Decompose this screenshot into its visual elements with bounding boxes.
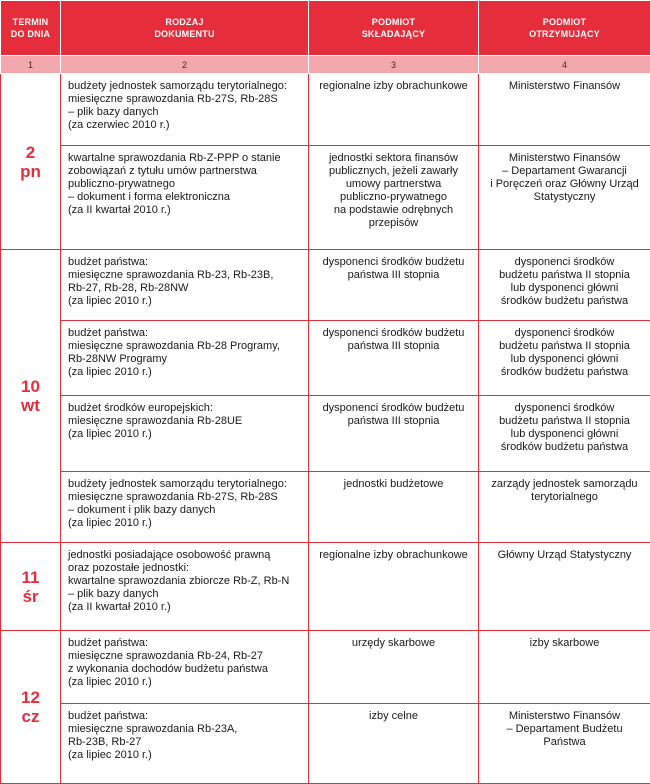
recipient-cell: zarządy jednostek samorządu terytorialnego xyxy=(479,472,650,543)
submitter-cell: izby celne xyxy=(309,704,479,784)
document-cell: budżet środków europejskich: miesięczne sprawozdania Rb-28UE (za lipiec 2010 r.) xyxy=(61,396,309,472)
submitter-cell: urzędy skarbowe xyxy=(309,631,479,704)
term-date: 11 śr xyxy=(1,543,61,631)
header-submitter: PODMIOT SKŁADAJĄCY xyxy=(309,1,479,56)
recipient-cell: dysponenci środków budżetu państwa II stopnia lub dysponenci główni środków budżetu państwa xyxy=(479,250,650,321)
document-cell: budżety jednostek samorządu terytorialnego: miesięczne sprawozdania Rb-27S, Rb-28S – plik bazy danych (za czerwiec 2010 r.) xyxy=(61,74,309,146)
document-cell: budżet państwa: miesięczne sprawozdania Rb-28 Programy, Rb-28NW Programy (za lipiec 2010 r.) xyxy=(61,321,309,396)
document-cell: budżety jednostek samorządu terytorialnego: miesięczne sprawozdania Rb-27S, Rb-28S – dokument i plik bazy danych (za lipiec 2010 r.) xyxy=(61,472,309,543)
column-number: 3 xyxy=(309,56,479,74)
submitter-cell: dysponenci środków budżetu państwa III stopnia xyxy=(309,250,479,321)
recipient-cell: Ministerstwo Finansów – Departament Budżetu Państwa xyxy=(479,704,650,784)
table-row xyxy=(1,74,650,146)
table-row xyxy=(1,472,650,543)
submitter-cell: regionalne izby obrachunkowe xyxy=(309,543,479,631)
table-row xyxy=(1,321,650,396)
document-cell: jednostki posiadające osobowość prawną oraz pozostałe jednostki: kwartalne sprawozdania zbiorcze Rb-Z, Rb-N – plik bazy danych (za II kwartał 2010 r.) xyxy=(61,543,309,631)
header-term: TERMIN DO DNIA xyxy=(1,1,61,56)
table-row xyxy=(1,543,650,631)
recipient-cell: Główny Urząd Statystyczny xyxy=(479,543,650,631)
recipient-cell: Ministerstwo Finansów – Departament Gwarancji i Poręczeń oraz Główny Urząd Statystyczny xyxy=(479,146,650,250)
submitter-cell: dysponenci środków budżetu państwa III stopnia xyxy=(309,321,479,396)
recipient-cell: dysponenci środków budżetu państwa II stopnia lub dysponenci główni środków budżetu państwa xyxy=(479,396,650,472)
document-cell: budżet państwa: miesięczne sprawozdania Rb-23, Rb-23B, Rb-27, Rb-28, Rb-28NW (za lipiec 2010 r.) xyxy=(61,250,309,321)
recipient-cell: dysponenci środków budżetu państwa II stopnia lub dysponenci główni środków budżetu państwa xyxy=(479,321,650,396)
term-date: 2 pn xyxy=(1,74,61,250)
table-row xyxy=(1,396,650,472)
submitter-cell: regionalne izby obrachunkowe xyxy=(309,74,479,146)
column-number: 4 xyxy=(479,56,650,74)
recipient-cell: izby skarbowe xyxy=(479,631,650,704)
document-cell: kwartalne sprawozdania Rb-Z-PPP o stanie zobowiązań z tytułu umów partnerstwa publiczno-prywatnego – dokument i forma elektroniczna (za II kwartał 2010 r.) xyxy=(61,146,309,250)
document-cell: budżet państwa: miesięczne sprawozdania Rb-23A, Rb-23B, Rb-27 (za lipiec 2010 r.) xyxy=(61,704,309,784)
table-row xyxy=(1,250,650,321)
header-row xyxy=(1,1,650,56)
column-number: 1 xyxy=(1,56,61,74)
header-document-type: RODZAJ DOKUMENTU xyxy=(61,1,309,56)
table-row xyxy=(1,631,650,704)
header-recipient: PODMIOT OTRZYMUJĄCY xyxy=(479,1,650,56)
table-row xyxy=(1,146,650,250)
submitter-cell: dysponenci środków budżetu państwa III stopnia xyxy=(309,396,479,472)
submitter-cell: jednostki budżetowe xyxy=(309,472,479,543)
table-row xyxy=(1,704,650,784)
column-number-row xyxy=(1,56,650,74)
term-date: 12 cz xyxy=(1,631,61,784)
column-number: 2 xyxy=(61,56,309,74)
term-date: 10 wt xyxy=(1,250,61,543)
document-cell: budżet państwa: miesięczne sprawozdania Rb-24, Rb-27 z wykonania dochodów budżetu państwa (za lipiec 2010 r.) xyxy=(61,631,309,704)
submitter-cell: jednostki sektora finansów publicznych, jeżeli zawarły umowy partnerstwa publiczno-prywatnego na podstawie odrębnych przepisów xyxy=(309,146,479,250)
recipient-cell: Ministerstwo Finansów xyxy=(479,74,650,146)
